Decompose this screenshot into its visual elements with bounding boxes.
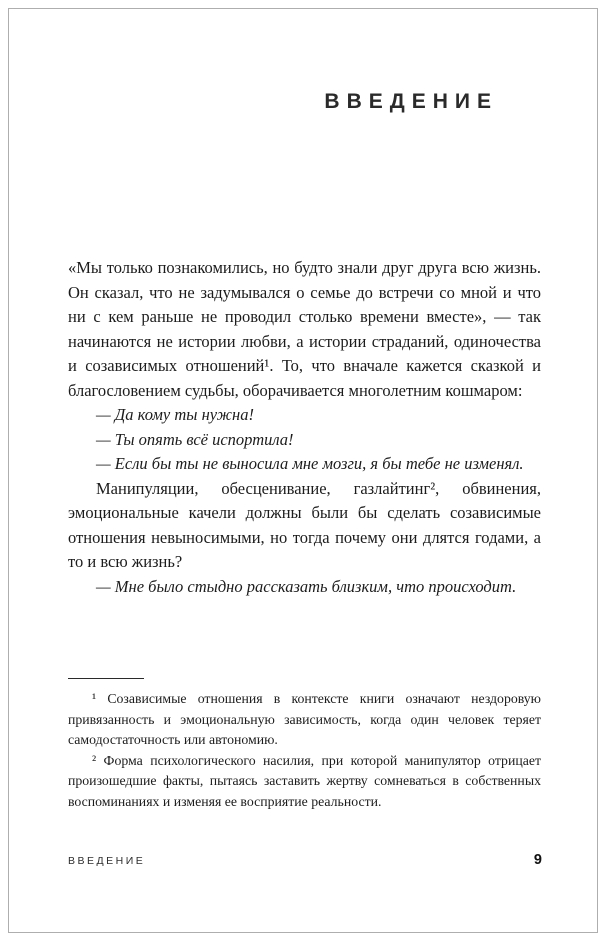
footnote-separator-rule [68, 678, 144, 679]
body-text [68, 256, 541, 599]
chapter-title: ВВЕДЕНИЕ [324, 90, 498, 113]
dialogue-line: — Ты опять всё испортила! [96, 429, 294, 449]
page-number: 9 [533, 852, 542, 868]
dialogue-line: — Да кому ты нужна! [96, 405, 254, 424]
paragraph: Манипуляции, обесценивание, газлайтинг², обвинения, эмоциональные качели должны были бы сделать созависимые отношения невыносимыми, но тогда почему они длятся годами, а то и всю жизнь? [68, 478, 541, 571]
dialogue-line: — Если бы ты не выносила мне мозги, я бы тебе не изменял. [96, 454, 524, 473]
footnotes-section [68, 678, 541, 812]
footnote: ¹ Созависимые отношения в контексте книги означают нездоровую привязанность и эмоциональную зависимость, когда один человек теряет самодостаточность или автономию. [68, 691, 541, 747]
paragraph: «Мы только познакомились, но будто знали друг друга всю жизнь. Он сказал, что не задумывался о семье до встречи со мной и что ни с кем раньше не проводил столько времени вместе», — так начинаются не истории любви, а истории страданий, одиночества и созависимых отношений¹. То, что вначале кажется сказкой и благословением судьбы, оборачивается многолетним кошмаром: [68, 258, 541, 400]
footnote: ² Форма психологического насилия, при которой манипулятор отрицает произошедшие факты, пытаясь заставить жертву сомневаться в собственных воспоминаниях и изменяя ее восприятие реальности. [68, 752, 541, 809]
page-footer [68, 852, 542, 868]
running-header-label: ВВЕДЕНИЕ [68, 855, 146, 867]
dialogue-line: — Мне было стыдно рассказать близким, что происходит. [96, 576, 517, 596]
